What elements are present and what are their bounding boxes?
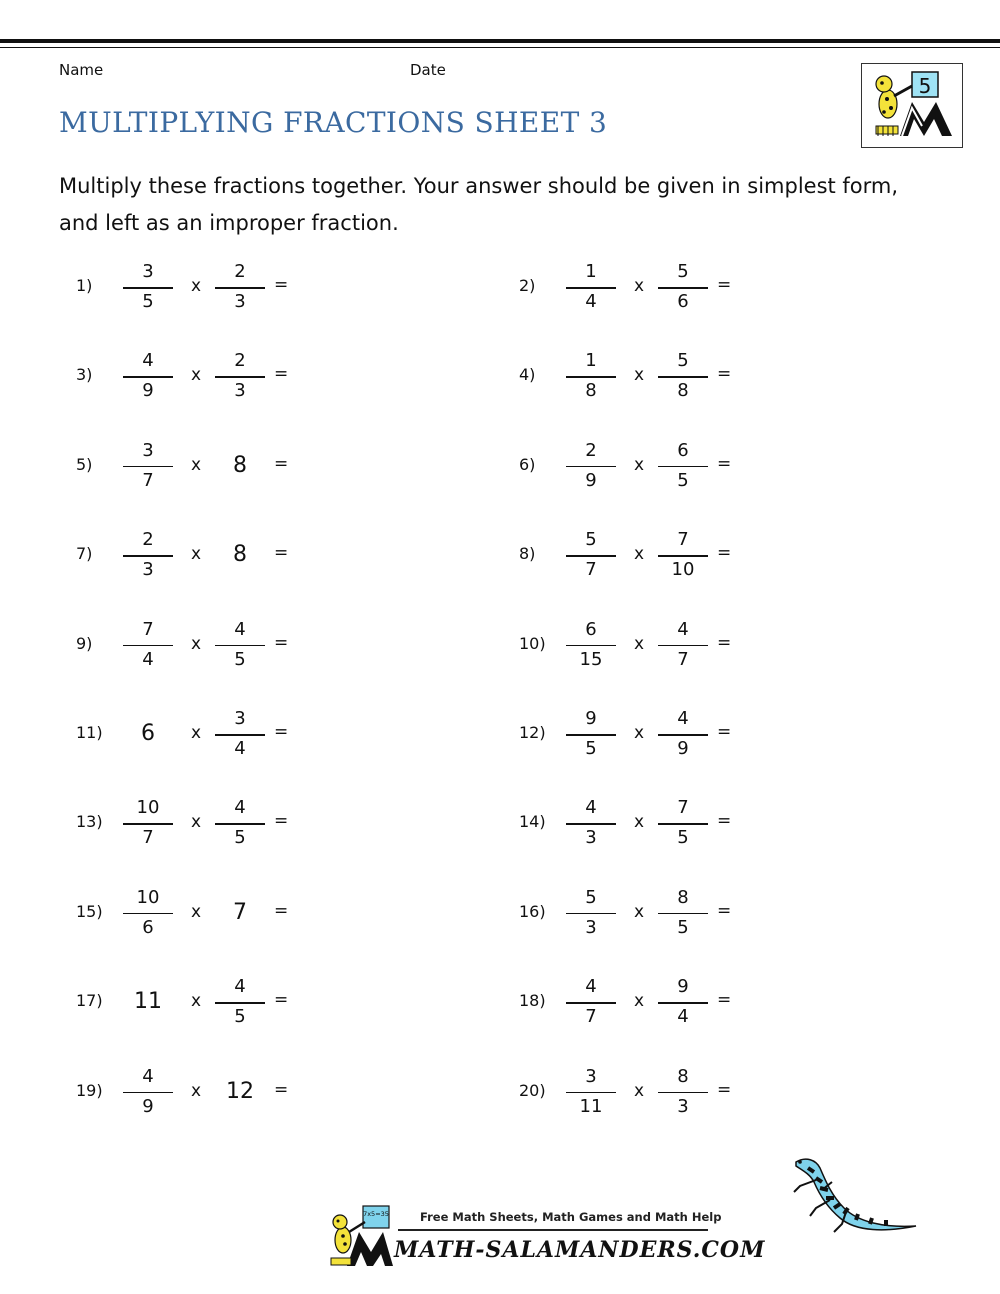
numerator: 4	[585, 976, 597, 998]
times-sign: x	[191, 812, 202, 833]
equals-sign: =	[717, 275, 732, 295]
fraction	[566, 794, 616, 854]
numerator: 3	[234, 708, 246, 729]
problem-item	[60, 347, 400, 407]
fraction-bar	[215, 287, 265, 289]
denominator: 3	[234, 291, 246, 312]
denominator: 5	[234, 1006, 246, 1028]
fraction-bar	[123, 913, 173, 915]
fraction	[658, 705, 708, 765]
numerator: 7	[142, 618, 154, 640]
fraction-bar	[566, 913, 616, 915]
denominator: 7	[585, 559, 597, 581]
grade-logo-mascot-icon	[862, 64, 962, 147]
equals-sign: =	[717, 543, 732, 564]
times-sign: x	[634, 365, 645, 386]
whole-number: 6	[141, 721, 155, 746]
times-sign: x	[191, 991, 202, 1012]
whole-number: 7	[233, 899, 247, 925]
problem-number: 2)	[519, 276, 536, 295]
denominator: 8	[585, 380, 597, 402]
numerator: 5	[677, 350, 689, 372]
equals-sign: =	[274, 722, 289, 742]
denominator: 9	[142, 1095, 154, 1117]
denominator: 4	[142, 648, 154, 670]
denominator: 4	[234, 738, 246, 759]
denominator: 7	[142, 469, 154, 491]
times-sign: x	[191, 365, 202, 386]
denominator: 5	[677, 916, 689, 938]
times-sign: x	[191, 544, 202, 565]
times-sign: x	[634, 723, 645, 743]
times-sign: x	[191, 1080, 202, 1101]
fraction	[123, 258, 173, 318]
problem-number: 3)	[76, 365, 93, 385]
salamander-icon	[786, 1152, 922, 1238]
problem-item	[503, 705, 843, 765]
denominator: 5	[585, 738, 597, 759]
fraction-bar	[123, 1092, 173, 1094]
numerator: 3	[142, 439, 154, 461]
fraction	[215, 973, 265, 1033]
problem-item	[503, 526, 843, 586]
numerator: 3	[142, 261, 154, 282]
fraction	[123, 1063, 173, 1123]
problem-number: 16)	[519, 901, 546, 921]
fraction-bar	[215, 734, 265, 736]
times-sign: x	[191, 723, 202, 743]
fraction	[123, 437, 173, 497]
fraction	[658, 973, 708, 1033]
numerator: 4	[677, 618, 689, 640]
numerator: 4	[677, 708, 689, 729]
whole-number: 11	[134, 989, 162, 1015]
problem-number: 14)	[519, 812, 546, 832]
equals-sign: =	[274, 632, 289, 653]
fraction-bar	[123, 287, 173, 289]
numerator: 4	[142, 1065, 154, 1087]
equals-sign: =	[717, 990, 732, 1011]
mascot-sign-text: 7x5=35	[363, 1210, 389, 1218]
denominator: 9	[585, 469, 597, 491]
fraction-bar	[566, 1002, 616, 1004]
fraction-bar	[215, 1002, 265, 1004]
fraction	[215, 705, 265, 765]
fraction-bar	[215, 645, 265, 647]
times-sign: x	[634, 544, 645, 565]
equals-sign: =	[717, 900, 732, 921]
numerator: 8	[677, 886, 689, 908]
denominator: 10	[671, 559, 695, 581]
fraction	[566, 258, 616, 318]
equals-sign: =	[717, 364, 732, 385]
numerator: 7	[677, 797, 689, 819]
problem-item	[60, 705, 400, 765]
equals-sign: =	[717, 632, 732, 653]
denominator: 9	[677, 738, 689, 759]
whole-number: 8	[233, 452, 247, 478]
problem-item	[503, 347, 843, 407]
fraction-bar	[658, 376, 708, 378]
header-rule-thin	[0, 47, 1000, 48]
denominator: 3	[585, 827, 597, 849]
fraction-bar	[566, 734, 616, 736]
fraction	[566, 705, 616, 765]
problem-item	[503, 616, 843, 676]
whole-number: 8	[233, 542, 247, 568]
grade-number: 5	[918, 74, 932, 98]
fraction-bar	[566, 376, 616, 378]
fraction	[566, 526, 616, 586]
numerator: 8	[677, 1065, 689, 1087]
fraction-bar	[123, 376, 173, 378]
fraction	[658, 526, 708, 586]
times-sign: x	[634, 633, 645, 654]
fraction-bar	[566, 823, 616, 825]
fraction	[215, 347, 265, 407]
denominator: 3	[234, 380, 246, 402]
denominator: 3	[585, 916, 597, 938]
denominator: 4	[585, 291, 597, 312]
equals-sign: =	[274, 453, 289, 474]
denominator: 5	[234, 827, 246, 849]
problem-number: 15)	[76, 901, 103, 921]
page-title: MULTIPLYING FRACTIONS SHEET 3	[59, 106, 608, 139]
problem-number: 11)	[76, 723, 103, 742]
equals-sign: =	[717, 811, 732, 832]
numerator: 3	[585, 1065, 597, 1087]
problem-number: 7)	[76, 544, 93, 564]
problem-number: 6)	[519, 454, 536, 474]
numerator: 7	[677, 529, 689, 551]
fraction-bar	[123, 555, 173, 557]
fraction	[123, 347, 173, 407]
fraction-bar	[658, 823, 708, 825]
fraction-bar	[658, 734, 708, 736]
numerator: 4	[234, 976, 246, 998]
numerator: 2	[234, 261, 246, 282]
times-sign: x	[191, 901, 202, 922]
whole-number: 12	[226, 1078, 254, 1104]
times-sign: x	[634, 454, 645, 475]
instructions-text: Multiply these fractions together. Your answer should be given in simplest form, and left as an improper fraction.	[59, 174, 899, 235]
fraction	[215, 616, 265, 676]
equals-sign: =	[717, 1079, 732, 1100]
numerator: 2	[234, 350, 246, 372]
date-label: Date	[410, 61, 446, 79]
denominator: 3	[142, 559, 154, 581]
denominator: 7	[585, 1006, 597, 1028]
footer-brand: MATH-SALAMANDERS.COM	[394, 1237, 766, 1263]
numerator: 4	[142, 350, 154, 372]
times-sign: x	[634, 991, 645, 1012]
fraction-bar	[566, 287, 616, 289]
fraction-bar	[123, 823, 173, 825]
denominator: 15	[579, 648, 603, 670]
times-sign: x	[634, 812, 645, 833]
fraction	[658, 258, 708, 318]
problem-number: 1)	[76, 276, 93, 295]
equals-sign: =	[717, 722, 732, 742]
fraction	[215, 794, 265, 854]
problem-item	[60, 1063, 400, 1123]
problem-number: 13)	[76, 812, 103, 832]
denominator: 5	[142, 291, 154, 312]
fraction	[123, 616, 173, 676]
numerator: 5	[677, 261, 689, 282]
numerator: 6	[677, 439, 689, 461]
equals-sign: =	[274, 275, 289, 295]
numerator: 9	[585, 708, 597, 729]
equals-sign: =	[274, 1079, 289, 1100]
equals-sign: =	[274, 900, 289, 921]
problem-item	[503, 884, 843, 944]
problem-number: 8)	[519, 544, 536, 564]
fraction	[658, 884, 708, 944]
fraction-bar	[215, 376, 265, 378]
fraction-bar	[566, 645, 616, 647]
fraction-bar	[566, 466, 616, 468]
header-rule-thick	[0, 39, 1000, 43]
problem-number: 19)	[76, 1080, 103, 1100]
fraction-bar	[658, 1092, 708, 1094]
problem-item	[60, 258, 400, 318]
denominator: 11	[579, 1095, 603, 1117]
numerator: 10	[136, 797, 160, 819]
fraction	[215, 258, 265, 318]
fraction-bar	[658, 913, 708, 915]
fraction-bar	[658, 645, 708, 647]
times-sign: x	[634, 901, 645, 922]
denominator: 5	[677, 827, 689, 849]
times-sign: x	[634, 276, 645, 296]
problem-number: 20)	[519, 1080, 546, 1100]
problem-item	[503, 973, 843, 1033]
denominator: 7	[677, 648, 689, 670]
problem-item	[60, 794, 400, 854]
fraction-bar	[566, 555, 616, 557]
fraction	[566, 437, 616, 497]
problem-item	[60, 616, 400, 676]
problem-number: 10)	[519, 633, 546, 653]
problem-item	[503, 437, 843, 497]
fraction-bar	[658, 1002, 708, 1004]
fraction	[566, 347, 616, 407]
problem-number: 5)	[76, 454, 93, 474]
fraction	[566, 973, 616, 1033]
numerator: 5	[585, 886, 597, 908]
numerator: 10	[136, 886, 160, 908]
numerator: 6	[585, 618, 597, 640]
fraction	[658, 794, 708, 854]
denominator: 3	[677, 1095, 689, 1117]
denominator: 5	[234, 648, 246, 670]
problem-item	[503, 258, 843, 318]
times-sign: x	[634, 1080, 645, 1101]
problem-number: 17)	[76, 991, 103, 1011]
problem-number: 4)	[519, 365, 536, 385]
numerator: 2	[585, 439, 597, 461]
denominator: 4	[677, 1006, 689, 1028]
fraction-bar	[658, 555, 708, 557]
numerator: 5	[585, 529, 597, 551]
equals-sign: =	[717, 453, 732, 474]
numerator: 1	[585, 350, 597, 372]
fraction-bar	[658, 287, 708, 289]
fraction-bar	[215, 823, 265, 825]
denominator: 9	[142, 380, 154, 402]
numerator: 4	[585, 797, 597, 819]
footer-divider	[398, 1229, 708, 1231]
fraction-bar	[123, 645, 173, 647]
problem-item	[503, 794, 843, 854]
fraction-bar	[566, 1092, 616, 1094]
fraction	[123, 794, 173, 854]
denominator: 6	[142, 916, 154, 938]
problem-number: 9)	[76, 633, 93, 653]
problem-item	[60, 437, 400, 497]
fraction	[566, 1063, 616, 1123]
fraction	[658, 437, 708, 497]
denominator: 8	[677, 380, 689, 402]
fraction	[123, 526, 173, 586]
equals-sign: =	[274, 990, 289, 1011]
footer-tagline: Free Math Sheets, Math Games and Math Help	[420, 1210, 722, 1224]
fraction	[123, 884, 173, 944]
equals-sign: =	[274, 543, 289, 564]
problem-number: 12)	[519, 723, 546, 742]
problem-item	[60, 526, 400, 586]
numerator: 9	[677, 976, 689, 998]
fraction	[658, 1063, 708, 1123]
fraction-bar	[123, 466, 173, 468]
problem-item	[60, 884, 400, 944]
fraction	[566, 616, 616, 676]
denominator: 5	[677, 469, 689, 491]
times-sign: x	[191, 633, 202, 654]
fraction	[658, 347, 708, 407]
times-sign: x	[191, 454, 202, 475]
denominator: 7	[142, 827, 154, 849]
numerator: 4	[234, 618, 246, 640]
numerator: 4	[234, 797, 246, 819]
problem-item	[60, 973, 400, 1033]
fraction-bar	[658, 466, 708, 468]
times-sign: x	[191, 276, 202, 296]
grade-logo	[861, 63, 963, 148]
equals-sign: =	[274, 364, 289, 385]
fraction	[566, 884, 616, 944]
denominator: 6	[677, 291, 689, 312]
fraction	[658, 616, 708, 676]
numerator: 1	[585, 261, 597, 282]
problem-number: 18)	[519, 991, 546, 1011]
name-label: Name	[59, 61, 104, 79]
equals-sign: =	[274, 811, 289, 832]
numerator: 2	[142, 529, 154, 551]
problem-item	[503, 1063, 843, 1123]
footer-mascot-icon	[327, 1204, 393, 1268]
